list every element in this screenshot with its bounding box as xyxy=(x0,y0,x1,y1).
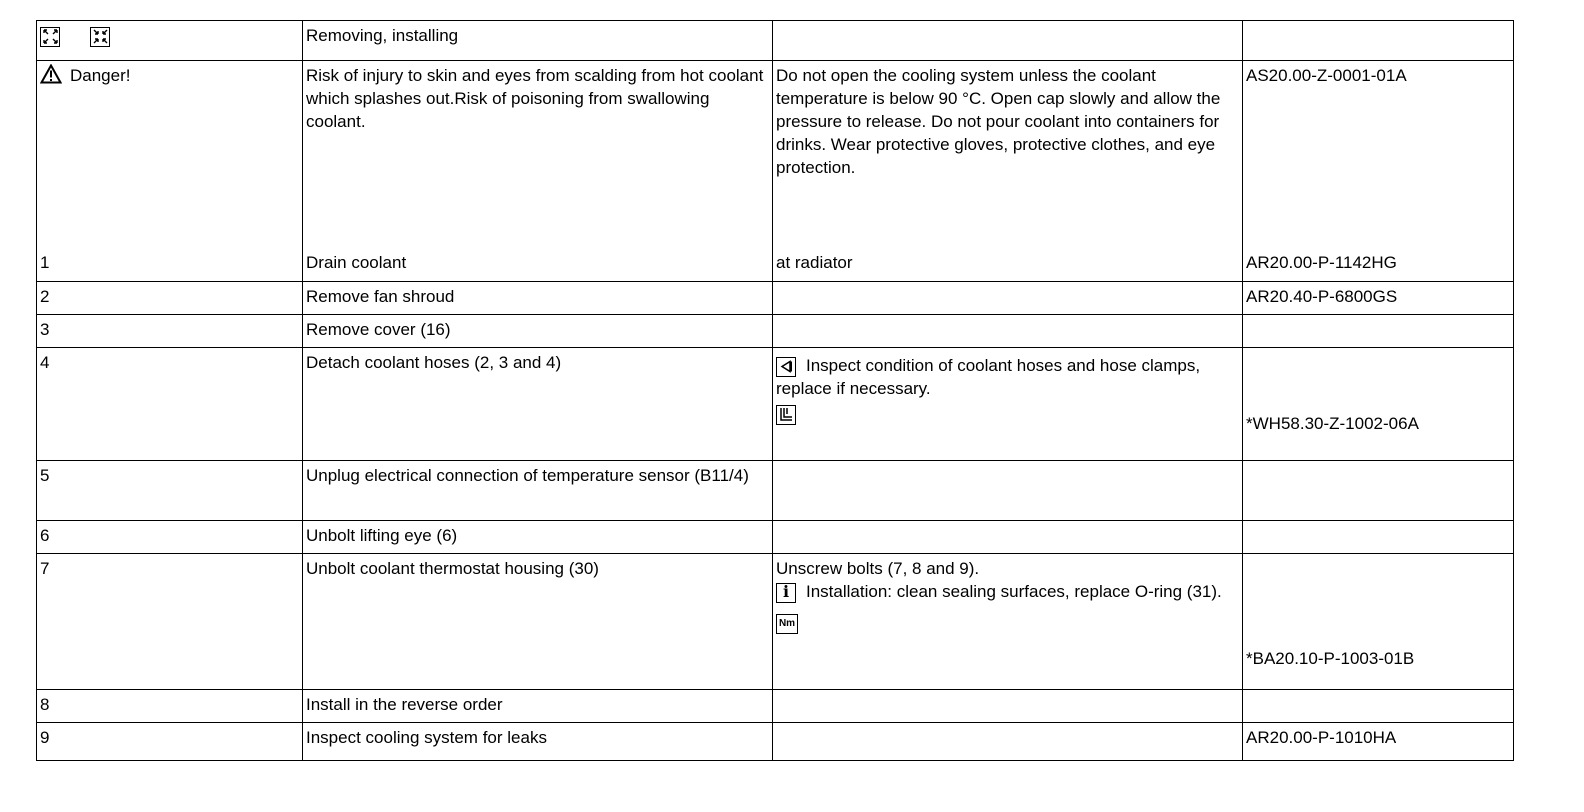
step-number: 8 xyxy=(37,690,303,723)
hose-clamp-icon xyxy=(776,405,796,425)
table-row xyxy=(37,248,1514,282)
danger-risk: Risk of injury to skin and eyes from scalding from hot coolant which splashes out.Risk of poisoning from swallowing coolant. xyxy=(303,61,773,248)
danger-ref: AS20.00-Z-0001-01A xyxy=(1243,61,1514,248)
step-note-installation: Installation: clean sealing surfaces, replace O-ring (31). xyxy=(806,582,1222,601)
step-ref: *BA20.10-P-1003-01B xyxy=(1246,649,1415,668)
step-note: at radiator xyxy=(773,248,1243,282)
inspect-arrow-icon xyxy=(776,357,796,377)
table-row xyxy=(37,521,1514,554)
step-note xyxy=(773,461,1243,521)
step-ref: AR20.00-P-1010HA xyxy=(1243,723,1514,761)
step-action: Detach coolant hoses (2, 3 and 4) xyxy=(303,348,773,461)
collapse-arrows-icon xyxy=(90,27,110,47)
step-number: 7 xyxy=(37,554,303,690)
step-note xyxy=(773,315,1243,348)
header-ref xyxy=(1243,21,1514,61)
step-note xyxy=(773,690,1243,723)
step-ref: *WH58.30-Z-1002-06A xyxy=(1246,414,1419,433)
step-note: Inspect condition of coolant hoses and hose clamps, replace if necessary. xyxy=(776,356,1201,398)
torque-icon: Nm xyxy=(776,614,798,634)
step-number: 3 xyxy=(37,315,303,348)
step-action: Unbolt coolant thermostat housing (30) xyxy=(303,554,773,690)
step-action: Install in the reverse order xyxy=(303,690,773,723)
step-note-cell xyxy=(773,348,1243,461)
procedure-table xyxy=(36,20,1514,761)
step-action: Unbolt lifting eye (6) xyxy=(303,521,773,554)
table-row xyxy=(37,554,1514,690)
header-action: Removing, installing xyxy=(303,21,773,61)
step-number: 1 xyxy=(37,248,303,282)
step-number: 9 xyxy=(37,723,303,761)
warning-triangle-icon xyxy=(40,64,62,90)
step-ref: AR20.40-P-6800GS xyxy=(1243,282,1514,315)
table-row xyxy=(37,723,1514,761)
step-note xyxy=(773,723,1243,761)
table-row xyxy=(37,690,1514,723)
step-number: 5 xyxy=(37,461,303,521)
header-note xyxy=(773,21,1243,61)
step-note xyxy=(773,282,1243,315)
danger-row xyxy=(37,61,1514,248)
step-note: Unscrew bolts (7, 8 and 9). xyxy=(776,559,980,578)
danger-cell xyxy=(37,61,303,248)
step-number: 4 xyxy=(37,348,303,461)
table-row xyxy=(37,315,1514,348)
expand-arrows-icon xyxy=(40,27,60,47)
step-action: Drain coolant xyxy=(303,248,773,282)
header-row xyxy=(37,21,1514,61)
danger-label: Danger! xyxy=(70,66,131,85)
step-action: Inspect cooling system for leaks xyxy=(303,723,773,761)
step-note-cell xyxy=(773,554,1243,690)
step-number: 2 xyxy=(37,282,303,315)
table-row xyxy=(37,348,1514,461)
step-note xyxy=(773,521,1243,554)
step-ref xyxy=(1243,690,1514,723)
danger-measures: Do not open the cooling system unless the coolant temperature is below 90 °C. Open cap slowly and allow the pressure to release. Do not pour coolant into containers for drinks. Wear protective gloves, protective clothes, and eye protection. xyxy=(773,61,1243,248)
table-row xyxy=(37,461,1514,521)
header-icons-cell xyxy=(37,21,303,61)
info-icon: i xyxy=(776,583,796,603)
step-number: 6 xyxy=(37,521,303,554)
step-action: Remove fan shroud xyxy=(303,282,773,315)
step-action: Unplug electrical connection of temperature sensor (B11/4) xyxy=(303,461,773,521)
table-row xyxy=(37,282,1514,315)
step-action: Remove cover (16) xyxy=(303,315,773,348)
step-ref-cell xyxy=(1243,554,1514,690)
step-ref: AR20.00-P-1142HG xyxy=(1243,248,1514,282)
step-ref xyxy=(1243,315,1514,348)
step-ref xyxy=(1243,521,1514,554)
step-ref xyxy=(1243,461,1514,521)
step-ref-cell xyxy=(1243,348,1514,461)
